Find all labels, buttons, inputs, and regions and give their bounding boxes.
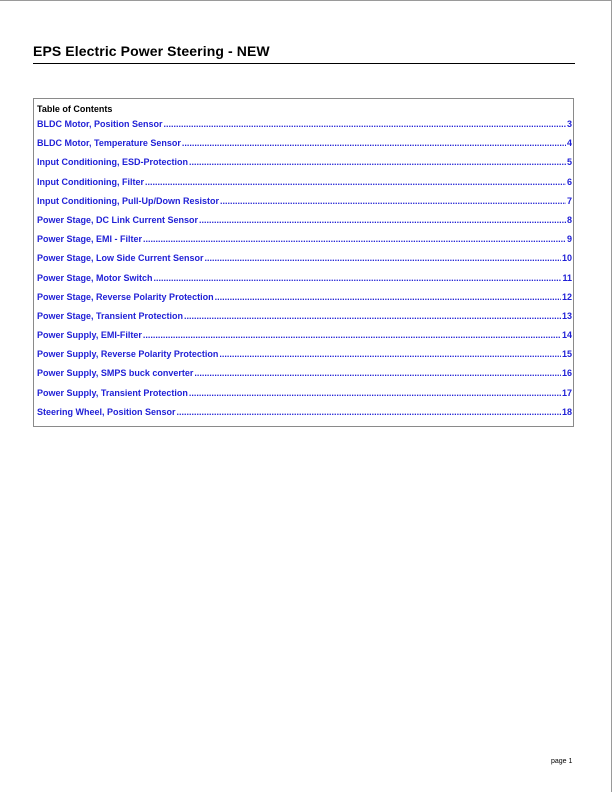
toc-entry-label: Input Conditioning, Filter: [37, 176, 144, 187]
toc-entry-link[interactable]: [37, 388, 572, 407]
toc-entry-page-number: 4: [566, 138, 572, 149]
toc-entry-page-number: 7: [566, 195, 572, 206]
toc-entry-label: Steering Wheel, Position Sensor: [37, 406, 176, 417]
toc-entry-page-number: 13: [561, 310, 572, 321]
toc-entry-link[interactable]: [37, 119, 572, 138]
toc-entry-label: Power Stage, EMI - Filter: [37, 234, 143, 245]
table-of-contents: [33, 98, 574, 427]
toc-list: [37, 119, 572, 426]
toc-dot-leader: [189, 388, 561, 398]
toc-dot-leader: [220, 196, 566, 206]
toc-entry-link[interactable]: [37, 253, 572, 272]
toc-entry-link[interactable]: [37, 234, 572, 253]
toc-entry-label: Power Stage, Reverse Polarity Protection: [37, 291, 214, 302]
toc-dot-leader: [184, 311, 561, 321]
toc-entry-label: Power Supply, EMI-Filter: [37, 330, 142, 341]
toc-dot-leader: [143, 330, 561, 340]
toc-dot-leader: [154, 273, 562, 283]
toc-entry-label: Input Conditioning, Pull-Up/Down Resistor: [37, 195, 219, 206]
toc-entry-page-number: 11: [562, 272, 572, 283]
toc-entry-page-number: 10: [561, 253, 572, 264]
toc-entry-page-number: 6: [566, 176, 572, 187]
toc-entry-link[interactable]: [37, 368, 572, 387]
toc-entry-label: Power Supply, Transient Protection: [37, 387, 188, 398]
toc-entry-page-number: 8: [566, 214, 572, 225]
title-divider: [33, 63, 575, 64]
toc-entry-page-number: 16: [561, 368, 572, 379]
toc-entry-label: Power Supply, SMPS buck converter: [37, 368, 194, 379]
toc-entry-link[interactable]: [37, 407, 572, 426]
toc-dot-leader: [219, 349, 561, 359]
toc-entry-label: BLDC Motor, Temperature Sensor: [37, 138, 181, 149]
toc-dot-leader: [194, 368, 561, 378]
toc-entry-label: BLDC Motor, Position Sensor: [37, 119, 163, 129]
toc-entry-link[interactable]: [37, 311, 572, 330]
toc-entry-link[interactable]: [37, 215, 572, 234]
toc-entry-page-number: 3: [566, 119, 572, 129]
toc-dot-leader: [205, 253, 561, 263]
toc-entry-page-number: 9: [566, 234, 572, 245]
toc-entry-label: Power Stage, Low Side Current Sensor: [37, 253, 204, 264]
toc-heading: Table of Contents: [37, 104, 113, 114]
toc-entry-label: Power Stage, Transient Protection: [37, 310, 184, 321]
toc-entry-label: Power Stage, Motor Switch: [37, 272, 153, 283]
toc-entry-page-number: 5: [566, 157, 572, 168]
toc-entry-page-number: 18: [561, 406, 572, 417]
toc-entry-link[interactable]: [37, 349, 572, 368]
toc-entry-label: Input Conditioning, ESD-Protection: [37, 157, 188, 168]
toc-dot-leader: [215, 292, 561, 302]
toc-entry-label: Power Stage, DC Link Current Sensor: [37, 214, 199, 225]
toc-dot-leader: [199, 215, 566, 225]
toc-entry-link[interactable]: [37, 177, 572, 196]
toc-dot-leader: [182, 138, 566, 148]
toc-entry-page-number: 14: [561, 330, 572, 341]
toc-dot-leader: [164, 119, 566, 129]
toc-entry-link[interactable]: [37, 196, 572, 215]
toc-entry-page-number: 15: [561, 349, 572, 360]
toc-entry-link[interactable]: [37, 157, 572, 176]
toc-entry-page-number: 12: [561, 291, 572, 302]
toc-dot-leader: [143, 234, 566, 244]
toc-entry-page-number: 17: [561, 387, 572, 398]
toc-entry-label: Power Supply, Reverse Polarity Protection: [37, 349, 219, 360]
toc-entry-link[interactable]: [37, 292, 572, 311]
page-number: page 1: [551, 758, 573, 765]
toc-entry-link[interactable]: [37, 330, 572, 349]
toc-dot-leader: [145, 177, 566, 187]
toc-entry-link[interactable]: [37, 273, 572, 292]
document-title: EPS Electric Power Steering - NEW: [33, 43, 270, 59]
toc-entry-link[interactable]: [37, 138, 572, 157]
toc-dot-leader: [189, 157, 566, 167]
toc-dot-leader: [177, 407, 561, 417]
